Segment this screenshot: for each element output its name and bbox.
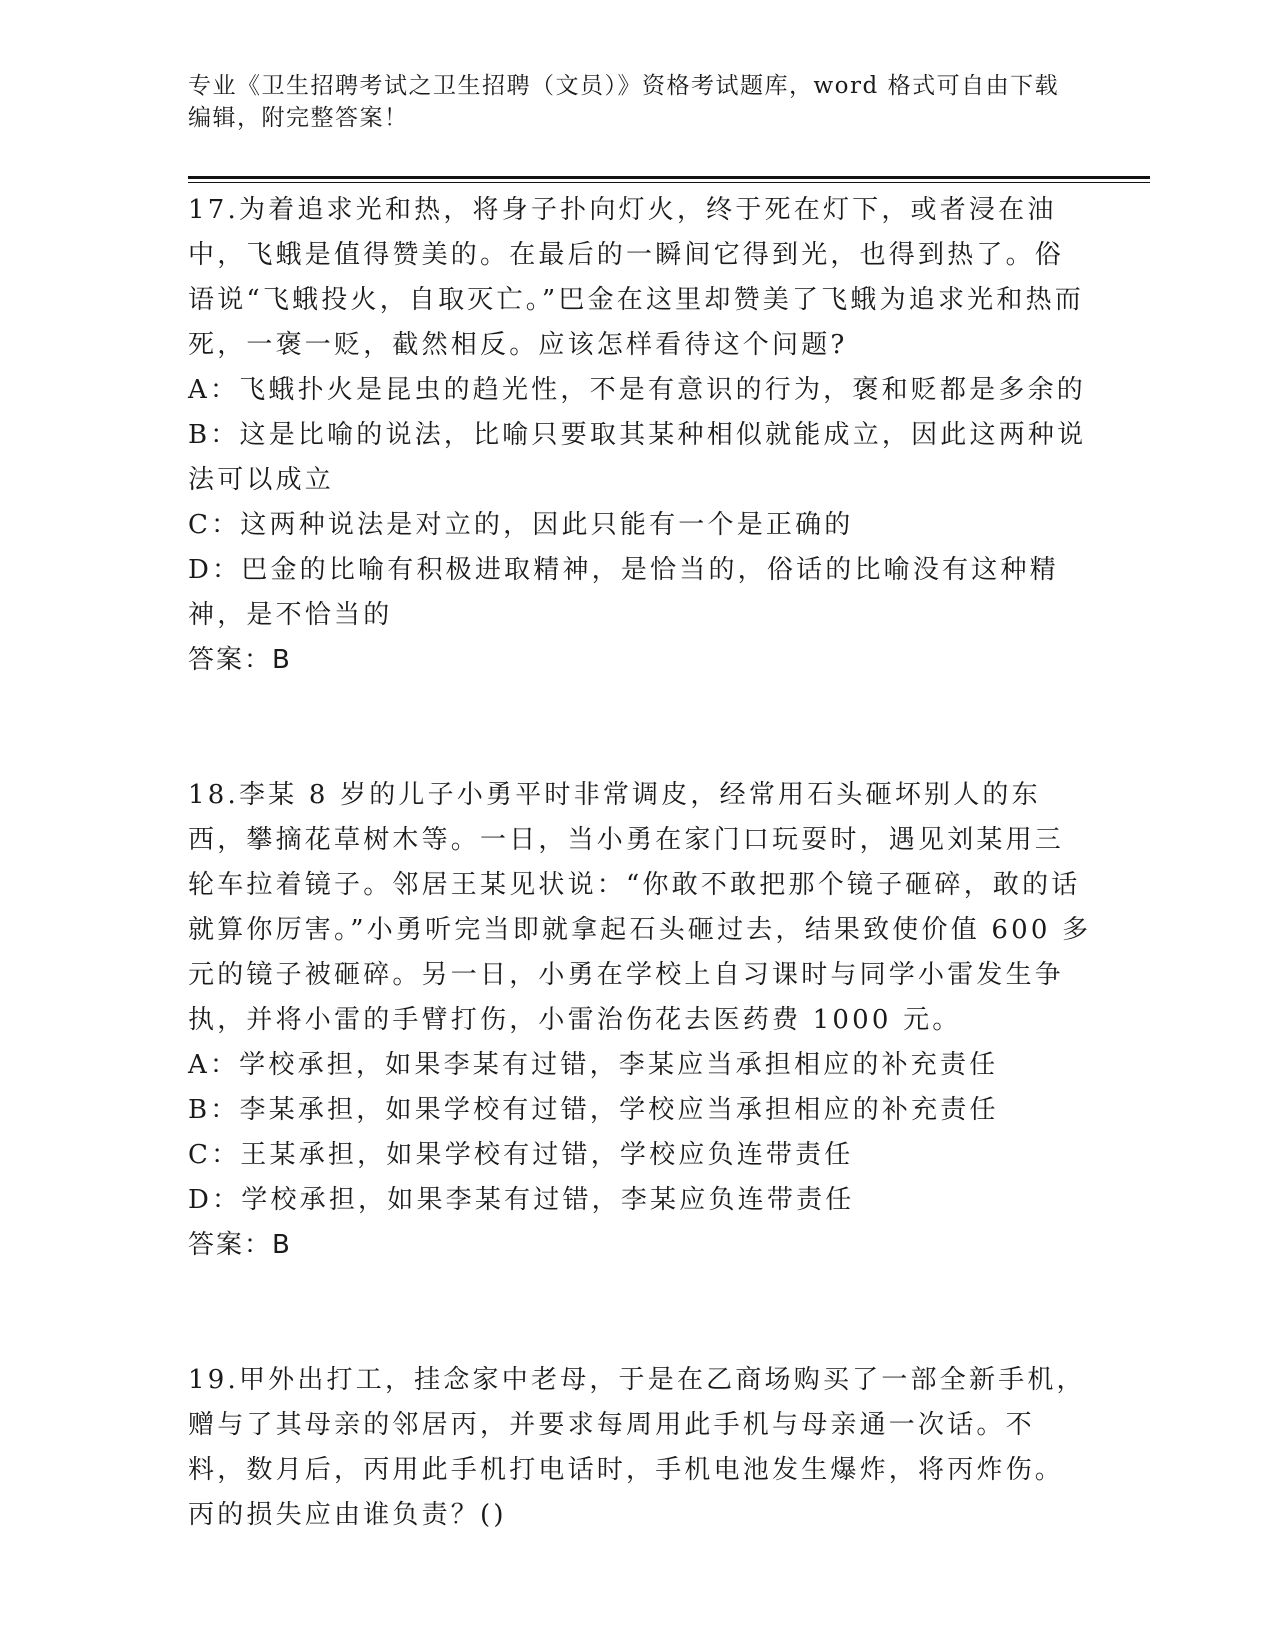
question-stem: 19.甲外出打工，挂念家中老母，于是在乙商场购买了一部全新手机，赠与了其母亲的邻居丙，并要求每周用此手机与母亲通一次话。不料，数月后，丙用此手机打电话时，手机电池发生爆炸，将丙炸伤。丙的损失应由谁负责？()	[188, 1365, 1086, 1530]
answer-label: 答案：B	[188, 645, 292, 675]
question-spacer	[188, 1268, 1093, 1358]
document-header	[188, 70, 1088, 134]
option-a: A：学校承担，如果李某有过错，李某应当承担相应的补充责任	[188, 1050, 999, 1080]
question-19	[188, 1358, 1093, 1538]
option-c: C：这两种说法是对立的，因此只能有一个是正确的	[188, 510, 854, 540]
option-b: B：这是比喻的说法，比喻只要取其某种相似就能成立，因此这两种说法可以成立	[188, 420, 1087, 495]
option-d: D：巴金的比喻有积极进取精神，是恰当的，俗话的比喻没有这种精神，是不恰当的	[188, 555, 1059, 630]
question-18	[188, 773, 1093, 1268]
header-line-1: 专业《卫生招聘考试之卫生招聘（文员）》资格考试题库，word 格式可自由下载	[188, 73, 1060, 99]
question-spacer	[188, 683, 1093, 773]
header-rule-thin	[188, 182, 1150, 183]
header-rule-thick	[188, 176, 1150, 179]
question-stem: 18.李某 8 岁的儿子小勇平时非常调皮，经常用石头砸坏别人的东西，攀摘花草树木等。一日，当小勇在家门口玩耍时，遇见刘某用三轮车拉着镜子。邻居王某见状说：“你敢不敢把那个镜子砸碎，敢的话就算你厉害。”小勇听完当即就拿起石头砸过去，结果致使价值 600 多元的镜子被砸碎。另一日，小勇在学校上自习课时与同学小雷发生争执，并将小雷的手臂打伤，小雷治伤花去医药费 1000 元。	[188, 780, 1092, 1035]
question-stem: 17.为着追求光和热，将身子扑向灯火，终于死在灯下，或者浸在油中，飞蛾是值得赞美的。在最后的一瞬间它得到光，也得到热了。俗语说“飞蛾投火，自取灭亡。”巴金在这里却赞美了飞蛾为追求光和热而死，一褒一贬，截然相反。应该怎样看待这个问题?	[188, 195, 1084, 360]
question-list	[188, 188, 1093, 1538]
question-17	[188, 188, 1093, 683]
option-c: C：王某承担，如果学校有过错，学校应负连带责任	[188, 1140, 854, 1170]
answer-label: 答案：B	[188, 1230, 292, 1260]
header-line-2: 编辑，附完整答案！	[188, 105, 409, 131]
option-b: B：李某承担，如果学校有过错，学校应当承担相应的补充责任	[188, 1095, 999, 1125]
option-a: A：飞蛾扑火是昆虫的趋光性，不是有意识的行为，褒和贬都是多余的	[188, 375, 1086, 405]
option-d: D：学校承担，如果李某有过错，李某应负连带责任	[188, 1185, 855, 1215]
